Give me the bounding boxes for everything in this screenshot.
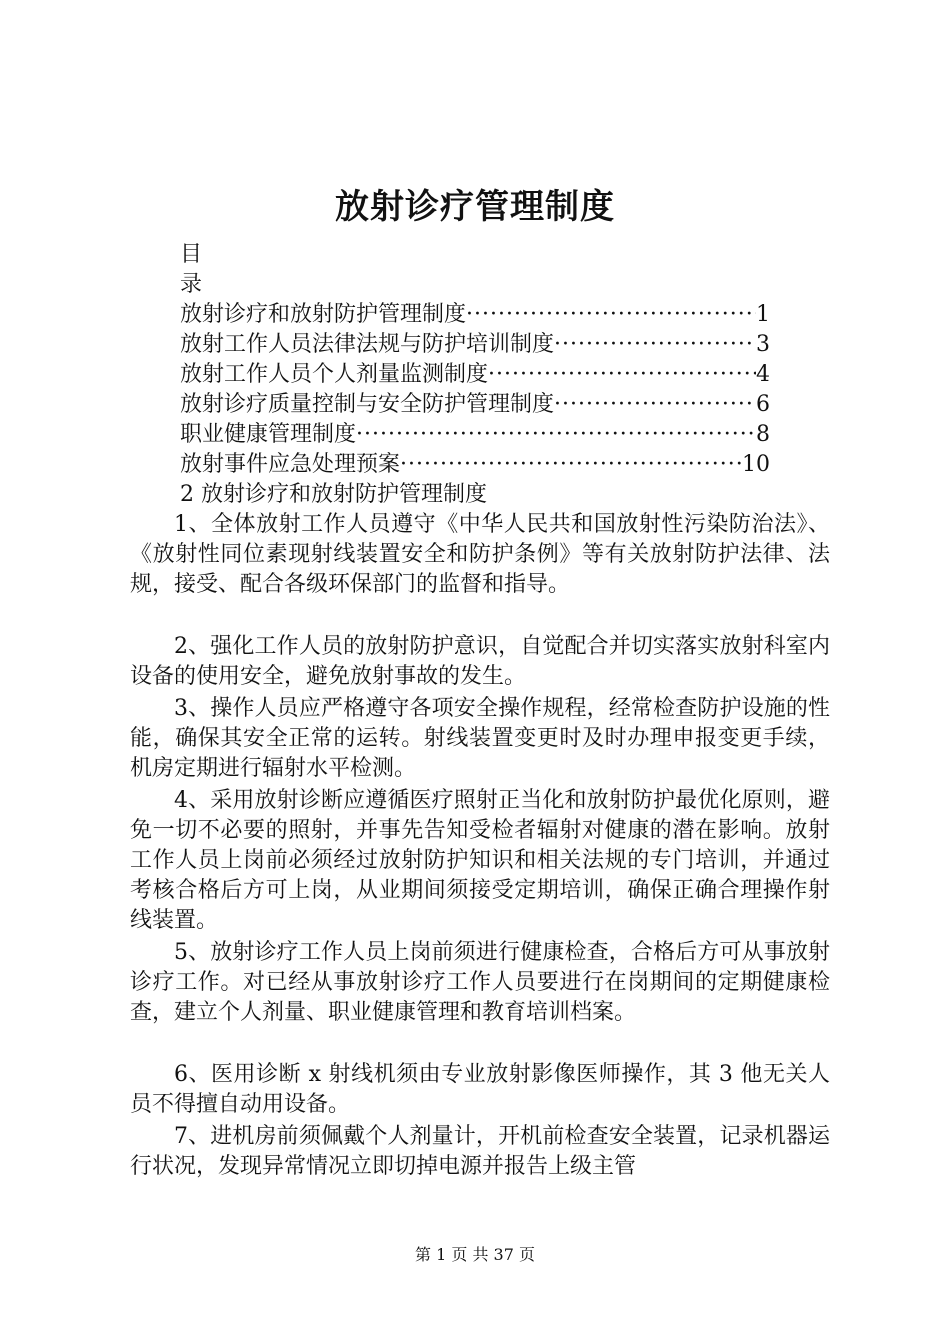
- paragraph-text: 3、操作人员应严格遵守各项安全操作规程，经常检查防护设施的性能，确保其安全正常的运转。射线装置变更时及时办理申报变更手续，机房定期进行辐射水平检测。: [130, 696, 830, 781]
- toc-leader-dots: [488, 360, 756, 390]
- toc-entry: [180, 330, 770, 360]
- paragraph-text: 4、采用放射诊断应遵循医疗照射正当化和放射防护最优化原则，避免一切不必要的照射，并事先告知受检者辐射对健康的潜在影响。放射工作人员上岗前必须经过放射防护知识和相关法规的专门培训，并通过考核合格后方可上岗，从业期间须接受定期培训，确保正确合理操作射线装置。: [130, 788, 830, 933]
- toc-entry-text: 放射工作人员法律法规与防护培训制度: [180, 332, 555, 357]
- paragraph-text: 1、全体放射工作人员遵守《中华人民共和国放射性污染防治法》、《放射性同位素现射线装置安全和防护条例》等有关放射防护法律、法规，接受、配合各级环保部门的监督和指导。: [130, 512, 830, 597]
- paragraph: [130, 938, 830, 1028]
- toc-leader-dots: [554, 390, 756, 420]
- page-title: 放射诊疗管理制度: [335, 187, 615, 227]
- paragraph-text: 5、放射诊疗工作人员上岗前须进行健康检查，合格后方可从事放射诊疗工作。对已经从事放射诊疗工作人员要进行在岗期间的定期健康检查，建立个人剂量、职业健康管理和教育培训档案。: [130, 940, 830, 1025]
- toc-leader-dots: [356, 420, 756, 450]
- paragraph: [130, 632, 830, 692]
- toc-entry: [180, 390, 770, 420]
- toc-entry: [180, 300, 770, 330]
- toc-entry-text: 放射事件应急处理预案: [180, 452, 401, 477]
- paragraph-text: 7、进机房前须佩戴个人剂量计，开机前检查安全装置，记录机器运行状况，发现异常情况立即切掉电源并报告上级主管: [130, 1124, 830, 1179]
- toc-label-mu: 目: [180, 242, 203, 267]
- paragraph: [130, 1060, 830, 1120]
- toc-entry-page: 10: [742, 452, 770, 477]
- toc-leader-dots: [466, 300, 756, 330]
- page-footer: 第 1 页 共 37 页: [415, 1245, 535, 1264]
- toc-entry-page: 1: [756, 302, 770, 327]
- paragraph: [130, 694, 830, 784]
- toc-entry: [180, 360, 770, 390]
- toc-leader-dots: [400, 450, 742, 480]
- toc-entry-page: 4: [756, 362, 770, 387]
- toc-entry: [180, 450, 770, 480]
- toc-label-lu: 录: [180, 272, 203, 297]
- toc-entry-text: 放射诊疗质量控制与安全防护管理制度: [180, 392, 555, 417]
- toc-entry-page: 8: [756, 422, 770, 447]
- toc-entry: [180, 420, 770, 450]
- toc-entry-text: 职业健康管理制度: [180, 422, 357, 447]
- toc-leader-dots: [554, 330, 756, 360]
- paragraph: [130, 510, 830, 600]
- toc-entry-text: 放射诊疗和放射防护管理制度: [180, 302, 467, 327]
- paragraph-text: 6、医用诊断 x 射线机须由专业放射影像医师操作，其 3 他无关人员不得擅自动用设备。: [130, 1062, 830, 1117]
- paragraph: [130, 1122, 830, 1182]
- toc-entry-page: 3: [756, 332, 770, 357]
- paragraph: [130, 786, 830, 936]
- paragraph-text: 2、强化工作人员的放射防护意识，自觉配合并切实落实放射科室内设备的使用安全，避免放射事故的发生。: [130, 634, 830, 689]
- section-heading: 2 放射诊疗和放射防护管理制度: [180, 482, 487, 507]
- toc-entry-page: 6: [756, 392, 770, 417]
- toc-entry-text: 放射工作人员个人剂量监测制度: [180, 362, 489, 387]
